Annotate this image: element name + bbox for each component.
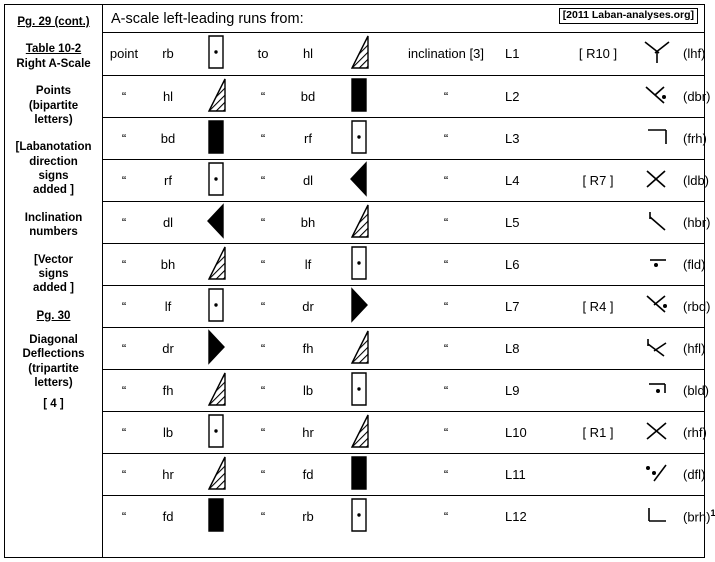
cell-from-label: bd	[145, 117, 191, 159]
direction-sign-hatched-icon	[349, 204, 369, 238]
cell-r-number	[565, 453, 631, 495]
direction-sign-place-low-icon	[208, 414, 224, 448]
cell-quote: “	[241, 117, 285, 159]
sidebar-block-inclination	[9, 211, 98, 240]
cell-from-symbol	[191, 495, 241, 537]
cell-quote: “	[241, 327, 285, 369]
cell-r-number	[565, 75, 631, 117]
cell-level: L1	[505, 33, 565, 75]
vector-sign-bld-icon	[642, 376, 672, 402]
cell-quote: “	[241, 243, 285, 285]
page-title: A-scale left-leading runs from:	[111, 10, 304, 27]
cell-name-text: (brh)	[683, 509, 711, 525]
table-row	[103, 327, 704, 369]
direction-sign-place-low-icon	[351, 120, 367, 154]
cell-quote: “	[241, 411, 285, 453]
cell-quote: “	[387, 117, 505, 159]
sidebar-label: [ 4 ]	[43, 397, 64, 410]
cell-name: (dfl)	[683, 453, 704, 495]
direction-sign-hatched-icon	[206, 246, 226, 280]
cell-from-symbol	[191, 33, 241, 75]
cell-from-symbol	[191, 159, 241, 201]
scale-table	[103, 33, 715, 537]
credit-badge: [2011 Laban-analyses.org]	[559, 8, 698, 24]
cell-quote: “	[103, 369, 145, 411]
cell-from-label: dl	[145, 201, 191, 243]
cell-quote: “	[387, 411, 505, 453]
cell-from-label: lf	[145, 285, 191, 327]
sidebar-label: numbers	[29, 226, 78, 239]
cell-from-symbol	[191, 285, 241, 327]
cell-vector-sign	[631, 327, 683, 369]
cell-to-symbol	[331, 201, 387, 243]
vector-sign-dbr-icon	[642, 82, 672, 108]
cell-from-label: rf	[145, 159, 191, 201]
direction-sign-place-low-icon	[351, 246, 367, 280]
cell-quote: “	[103, 117, 145, 159]
direction-sign-hatched-icon	[206, 78, 226, 112]
col-inclination-header: inclination [3]	[387, 33, 505, 75]
cell-from-label: lb	[145, 411, 191, 453]
cell-to-label: bd	[285, 75, 331, 117]
cell-to-symbol	[331, 453, 387, 495]
direction-sign-black-icon	[208, 120, 224, 154]
cell-quote: “	[387, 159, 505, 201]
direction-sign-place-low-icon	[351, 372, 367, 406]
cell-to-label: hr	[285, 411, 331, 453]
sidebar-block-page30	[9, 309, 98, 323]
vector-sign-fld-icon	[642, 250, 672, 276]
direction-sign-hatched-icon	[349, 35, 369, 69]
cell-quote: “	[387, 75, 505, 117]
sidebar-block-table	[9, 42, 98, 71]
cell-level: L6	[505, 243, 565, 285]
cell-quote: “	[443, 508, 449, 524]
cell-quote: “	[103, 327, 145, 369]
sidebar-label: (tripartite	[28, 362, 79, 375]
vector-sign-ldb-icon	[642, 166, 672, 192]
direction-sign-black-triangle-right-icon	[349, 288, 369, 322]
cell-name: (bld)	[683, 369, 704, 411]
sidebar-label: signs	[38, 267, 69, 280]
direction-sign-hatched-icon	[349, 414, 369, 448]
cell-quote: “	[103, 75, 145, 117]
cell-to-label: hl	[285, 33, 331, 75]
sidebar-label: Inclination	[24, 211, 83, 224]
direction-sign-place-low-icon	[208, 162, 224, 196]
cell-to-symbol	[331, 75, 387, 117]
sidebar-label: letters)	[34, 377, 73, 390]
cell-quote: “	[103, 411, 145, 453]
cell-quote: “	[387, 285, 505, 327]
direction-sign-place-low-icon	[208, 288, 224, 322]
cell-level: L8	[505, 327, 565, 369]
direction-sign-black-icon	[351, 78, 367, 112]
cell-to-symbol	[331, 327, 387, 369]
cell-level: L7	[505, 285, 565, 327]
cell-from-symbol	[191, 117, 241, 159]
cell-quote: “	[241, 75, 285, 117]
cell-quote: “	[103, 285, 145, 327]
sidebar-label: Pg. 30	[36, 309, 71, 322]
vector-sign-frh-icon	[642, 124, 672, 150]
cell-level: L11	[505, 453, 565, 495]
direction-sign-black-triangle-left-icon	[206, 204, 226, 238]
cell-level: L12	[505, 508, 527, 524]
direction-sign-hatched-icon	[206, 456, 226, 490]
vector-sign-brh-icon	[642, 502, 672, 528]
cell-quote: “	[241, 285, 285, 327]
cell-to-label: dl	[285, 159, 331, 201]
cell-to-label: fh	[285, 327, 331, 369]
table-row	[103, 117, 704, 159]
sidebar-label: added ]	[33, 184, 74, 197]
sidebar-block-page29	[9, 15, 98, 29]
cell-from-label: hl	[145, 75, 191, 117]
sidebar-label: Diagonal	[29, 334, 78, 346]
table-main	[103, 5, 715, 557]
cell-to-label: dr	[285, 285, 331, 327]
cell-name: (lhf)	[683, 33, 704, 75]
direction-sign-hatched-icon	[349, 330, 369, 364]
col-to-header: to	[241, 33, 285, 75]
footnote-marker: 1	[710, 508, 715, 519]
cell-r-number	[565, 243, 631, 285]
sidebar-label: letters)	[34, 113, 73, 126]
cell-from-label: dr	[145, 327, 191, 369]
table-row	[103, 411, 704, 453]
cell-quote: “	[241, 201, 285, 243]
direction-sign-black-icon	[351, 456, 367, 490]
cell-name	[683, 495, 715, 537]
sidebar-block-points	[9, 84, 98, 127]
cell-to-label: fd	[285, 453, 331, 495]
direction-sign-black-triangle-right-icon	[206, 330, 226, 364]
cell-quote: “	[260, 508, 266, 524]
sidebar-label: Table 10-2	[25, 43, 82, 56]
sidebar-label: direction	[29, 155, 78, 168]
cell-from-label: hr	[145, 453, 191, 495]
cell-r-number	[565, 495, 631, 537]
cell-quote: “	[387, 327, 505, 369]
cell-quote: “	[103, 243, 145, 285]
cell-quote: “	[103, 159, 145, 201]
table-row	[103, 453, 704, 495]
cell-to-symbol	[331, 411, 387, 453]
cell-from-label: fh	[145, 369, 191, 411]
cell-name: (hfl)	[683, 327, 704, 369]
cell-name: (ldb)	[683, 159, 704, 201]
cell-vector-sign	[631, 411, 683, 453]
sidebar-label: Points	[35, 85, 72, 98]
cell-from-label: rb	[145, 33, 191, 75]
cell-vector-sign	[631, 285, 683, 327]
direction-sign-place-low-icon	[208, 35, 224, 69]
cell-quote: “	[387, 243, 505, 285]
cell-r-number: [ R10 ]	[565, 33, 631, 75]
direction-sign-black-triangle-left-icon	[349, 162, 369, 196]
table-title-bar	[103, 5, 704, 33]
cell-to-symbol	[331, 159, 387, 201]
cell-vector-sign	[631, 243, 683, 285]
cell-r-number	[565, 117, 631, 159]
cell-quote: “	[103, 201, 145, 243]
cell-from-symbol	[191, 201, 241, 243]
cell-to-symbol	[331, 369, 387, 411]
vector-sign-rhf-icon	[642, 418, 672, 444]
cell-r-number: [ R1 ]	[565, 411, 631, 453]
sidebar-label: added ]	[33, 282, 74, 295]
cell-name: (dbr)	[683, 75, 704, 117]
cell-from-label: bh	[145, 243, 191, 285]
cell-level: L9	[505, 369, 565, 411]
cell-to-label: rb	[302, 508, 314, 524]
cell-to-label: bh	[285, 201, 331, 243]
cell-vector-sign	[631, 33, 683, 75]
cell-to-label: rf	[285, 117, 331, 159]
cell-to-symbol	[331, 243, 387, 285]
cell-r-number	[565, 327, 631, 369]
cell-to-symbol	[331, 33, 387, 75]
cell-level: L10	[505, 411, 565, 453]
cell-to-symbol	[331, 285, 387, 327]
cell-to-symbol	[331, 495, 387, 537]
cell-vector-sign	[631, 201, 683, 243]
table-row	[103, 75, 704, 117]
cell-to-label: lb	[285, 369, 331, 411]
cell-level: L2	[505, 75, 565, 117]
sidebar-label: [Vector	[34, 253, 73, 266]
cell-level: L5	[505, 201, 565, 243]
cell-r-number	[565, 201, 631, 243]
cell-quote: “	[387, 369, 505, 411]
table-row	[103, 201, 704, 243]
cell-quote: “	[241, 453, 285, 495]
cell-to-label: lf	[285, 243, 331, 285]
cell-r-number: [ R7 ]	[565, 159, 631, 201]
cell-from-label: fd	[162, 508, 174, 524]
cell-to-symbol	[331, 117, 387, 159]
vector-sign-dfl-icon	[642, 460, 672, 486]
table-frame	[4, 4, 715, 558]
sidebar-label: (bipartite	[28, 99, 79, 112]
cell-name: (frh)	[683, 117, 704, 159]
col-point-header: point	[103, 33, 145, 75]
sidebar-block-diagonal	[9, 333, 98, 411]
table-row	[103, 285, 704, 327]
cell-quote: “	[241, 159, 285, 201]
sidebar-block-vector	[9, 253, 98, 296]
cell-vector-sign	[631, 117, 683, 159]
sidebar-block-labanotation	[9, 140, 98, 198]
cell-r-number	[565, 369, 631, 411]
cell-level: L3	[505, 117, 565, 159]
table-row	[103, 369, 704, 411]
cell-vector-sign	[631, 495, 683, 537]
cell-from-symbol	[191, 453, 241, 495]
vector-sign-rbd-icon	[642, 292, 672, 318]
table-row	[103, 159, 704, 201]
cell-vector-sign	[631, 369, 683, 411]
cell-name: (hbr)	[683, 201, 704, 243]
vector-sign-hbr-icon	[642, 208, 672, 234]
sidebar-label: Deflections	[22, 348, 85, 361]
cell-from-symbol	[191, 327, 241, 369]
sidebar-label: Right A-Scale	[16, 57, 91, 70]
cell-vector-sign	[631, 453, 683, 495]
table-row	[103, 243, 704, 285]
cell-name: (fld)	[683, 243, 704, 285]
cell-from-symbol	[191, 243, 241, 285]
cell-r-number: [ R4 ]	[565, 285, 631, 327]
sidebar-label: [Labanotation	[15, 141, 92, 154]
direction-sign-place-low-icon	[351, 498, 367, 532]
sidebar-annotations	[5, 5, 103, 557]
cell-from-symbol	[191, 369, 241, 411]
table-row-header	[103, 33, 704, 75]
cell-quote: “	[121, 508, 127, 524]
cell-quote: “	[387, 453, 505, 495]
cell-name: (rbd)	[683, 285, 704, 327]
vector-sign-lhf-icon	[642, 39, 672, 65]
cell-level: L4	[505, 159, 565, 201]
sidebar-label: signs	[38, 170, 69, 182]
cell-quote: “	[387, 201, 505, 243]
cell-from-symbol	[191, 75, 241, 117]
table-row	[103, 495, 704, 537]
direction-sign-black-icon	[208, 498, 224, 532]
direction-sign-hatched-icon	[206, 372, 226, 406]
cell-vector-sign	[631, 75, 683, 117]
cell-quote: “	[241, 369, 285, 411]
cell-name: (rhf)	[683, 411, 704, 453]
cell-quote: “	[103, 453, 145, 495]
vector-sign-hfl-icon	[642, 334, 672, 360]
sidebar-label: Pg. 29 (cont.)	[17, 16, 90, 28]
cell-from-symbol	[191, 411, 241, 453]
cell-vector-sign	[631, 159, 683, 201]
